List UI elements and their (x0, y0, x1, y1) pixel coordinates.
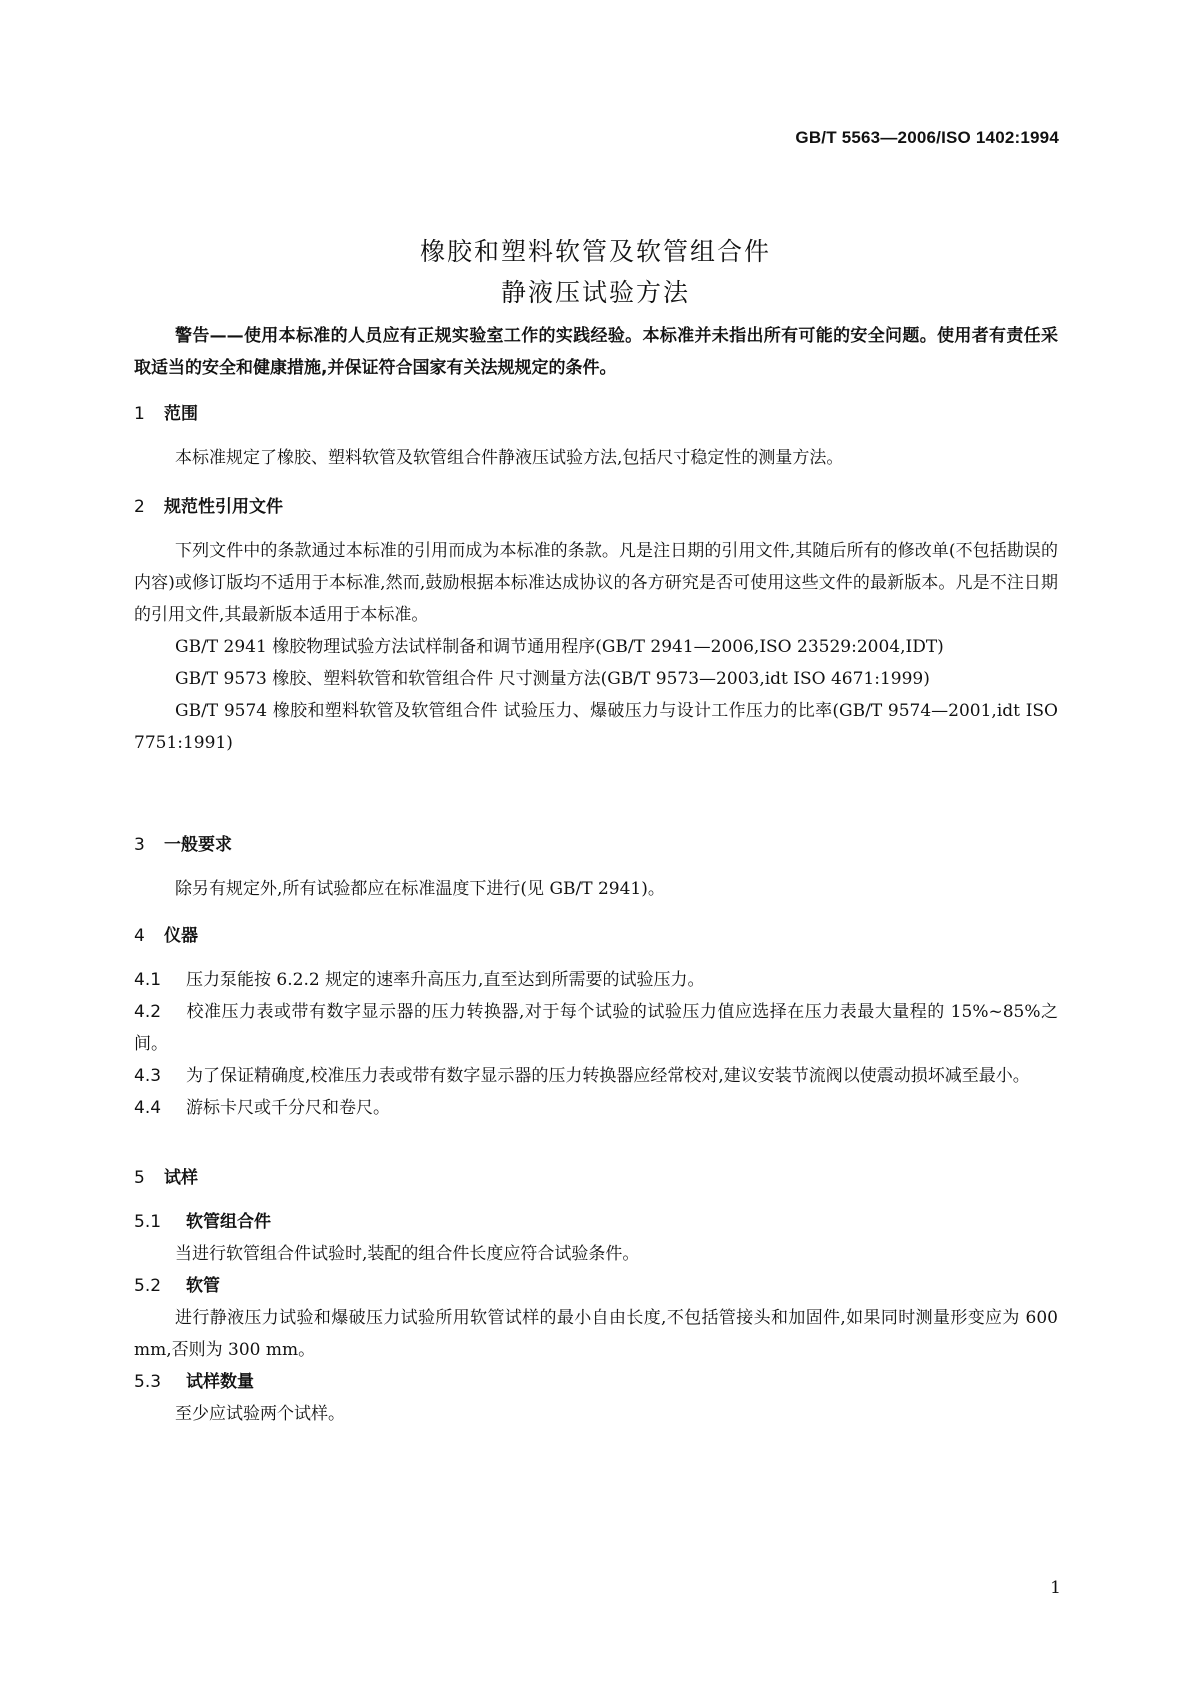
section-heading (134, 829, 1058, 861)
section-title: 范围 (164, 404, 198, 424)
section-title: 规范性引用文件 (164, 497, 283, 517)
section-heading (134, 920, 1058, 952)
document-title-line-1: 橡胶和塑料软管及软管组合件 (419, 237, 771, 266)
subsection-title: 软管组合件 (186, 1212, 271, 1232)
section-2 (134, 491, 1058, 759)
item-number: 4.3 (134, 1066, 162, 1086)
reference-item: GB/T 9574 橡胶和塑料软管及软管组合件 试验压力、爆破压力与设计工作压力的比率(GB/T 9574—2001,idt ISO 7751:1991) (134, 701, 1058, 753)
page-number: 1 (1050, 1578, 1061, 1598)
item-number: 4.2 (134, 1002, 162, 1022)
subsection-heading (134, 1366, 1058, 1398)
subsection-title: 软管 (186, 1276, 220, 1296)
section-number: 4 (134, 926, 145, 946)
section-heading (134, 398, 1058, 430)
item-number: 4.1 (134, 970, 162, 990)
subsection-text: 当进行软管组合件试验时,装配的组合件长度应符合试验条件。 (175, 1244, 640, 1264)
item-text: 校准压力表或带有数字显示器的压力转换器,对于每个试验的试验压力值应选择在压力表最大量程的 15%~85%之间。 (134, 1002, 1058, 1054)
section-text: 除另有规定外,所有试验都应在标准温度下进行(见 GB/T 2941)。 (175, 879, 665, 899)
item-number: 4.4 (134, 1098, 162, 1118)
subsection-heading (134, 1206, 1058, 1238)
item-text: 游标卡尺或千分尺和卷尺。 (186, 1098, 390, 1118)
warning-text: 警告——使用本标准的人员应有正规实验室工作的实践经验。本标准并未指出所有可能的安全问题。使用者有责任采取适当的安全和健康措施,并保证符合国家有关法规规定的条件。 (134, 326, 1058, 378)
section-number: 5 (134, 1168, 145, 1188)
section-1 (134, 398, 1058, 474)
section-intro: 下列文件中的条款通过本标准的引用而成为本标准的条款。凡是注日期的引用文件,其随后所有的修改单(不包括勘误的内容)或修订版均不适用于本标准,然而,鼓励根据本标准达成协议的各方研究是否可使用这些文件的最新版本。凡是不注日期的引用文件,其最新版本适用于本标准。 (134, 541, 1058, 625)
item-text: 压力泵能按 6.2.2 规定的速率升高压力,直至达到所需要的试验压力。 (186, 970, 705, 990)
subsection-number: 5.3 (134, 1372, 162, 1392)
section-title: 一般要求 (164, 835, 232, 855)
item-text: 为了保证精确度,校准压力表或带有数字显示器的压力转换器应经常校对,建议安装节流阀以使震动损坏减至最小。 (186, 1066, 1030, 1086)
list-item (134, 1092, 1058, 1124)
section-text: 本标准规定了橡胶、塑料软管及软管组合件静液压试验方法,包括尺寸稳定性的测量方法。 (175, 448, 844, 468)
section-heading (134, 1162, 1058, 1194)
list-item (134, 964, 1058, 996)
document-title-line-2: 静液压试验方法 (500, 278, 690, 307)
section-number: 2 (134, 497, 145, 517)
section-title: 试样 (164, 1168, 198, 1188)
subsection-title: 试样数量 (186, 1372, 254, 1392)
reference-item: GB/T 2941 橡胶物理试验方法试样制备和调节通用程序(GB/T 2941—2006,ISO 23529:2004,IDT) (175, 637, 944, 657)
standard-number: GB/T 5563—2006/ISO 1402:1994 (795, 128, 1059, 147)
list-item (134, 1060, 1058, 1092)
section-4 (134, 920, 1058, 1124)
section-title: 仪器 (164, 926, 198, 946)
list-item (134, 996, 1058, 1060)
section-3 (134, 829, 1058, 905)
section-number: 1 (134, 404, 145, 424)
warning-block (134, 320, 1058, 384)
reference-item: GB/T 9573 橡胶、塑料软管和软管组合件 尺寸测量方法(GB/T 9573—2003,idt ISO 4671:1999) (175, 669, 930, 689)
subsection-number: 5.1 (134, 1212, 162, 1232)
subsection-text: 至少应试验两个试样。 (175, 1404, 345, 1424)
section-number: 3 (134, 835, 145, 855)
section-5 (134, 1162, 1058, 1430)
subsection-heading (134, 1270, 1058, 1302)
section-heading (134, 491, 1058, 523)
subsection-text: 进行静液压力试验和爆破压力试验所用软管试样的最小自由长度,不包括管接头和加固件,如果同时测量形变应为 600 mm,否则为 300 mm。 (134, 1308, 1058, 1360)
subsection-number: 5.2 (134, 1276, 162, 1296)
